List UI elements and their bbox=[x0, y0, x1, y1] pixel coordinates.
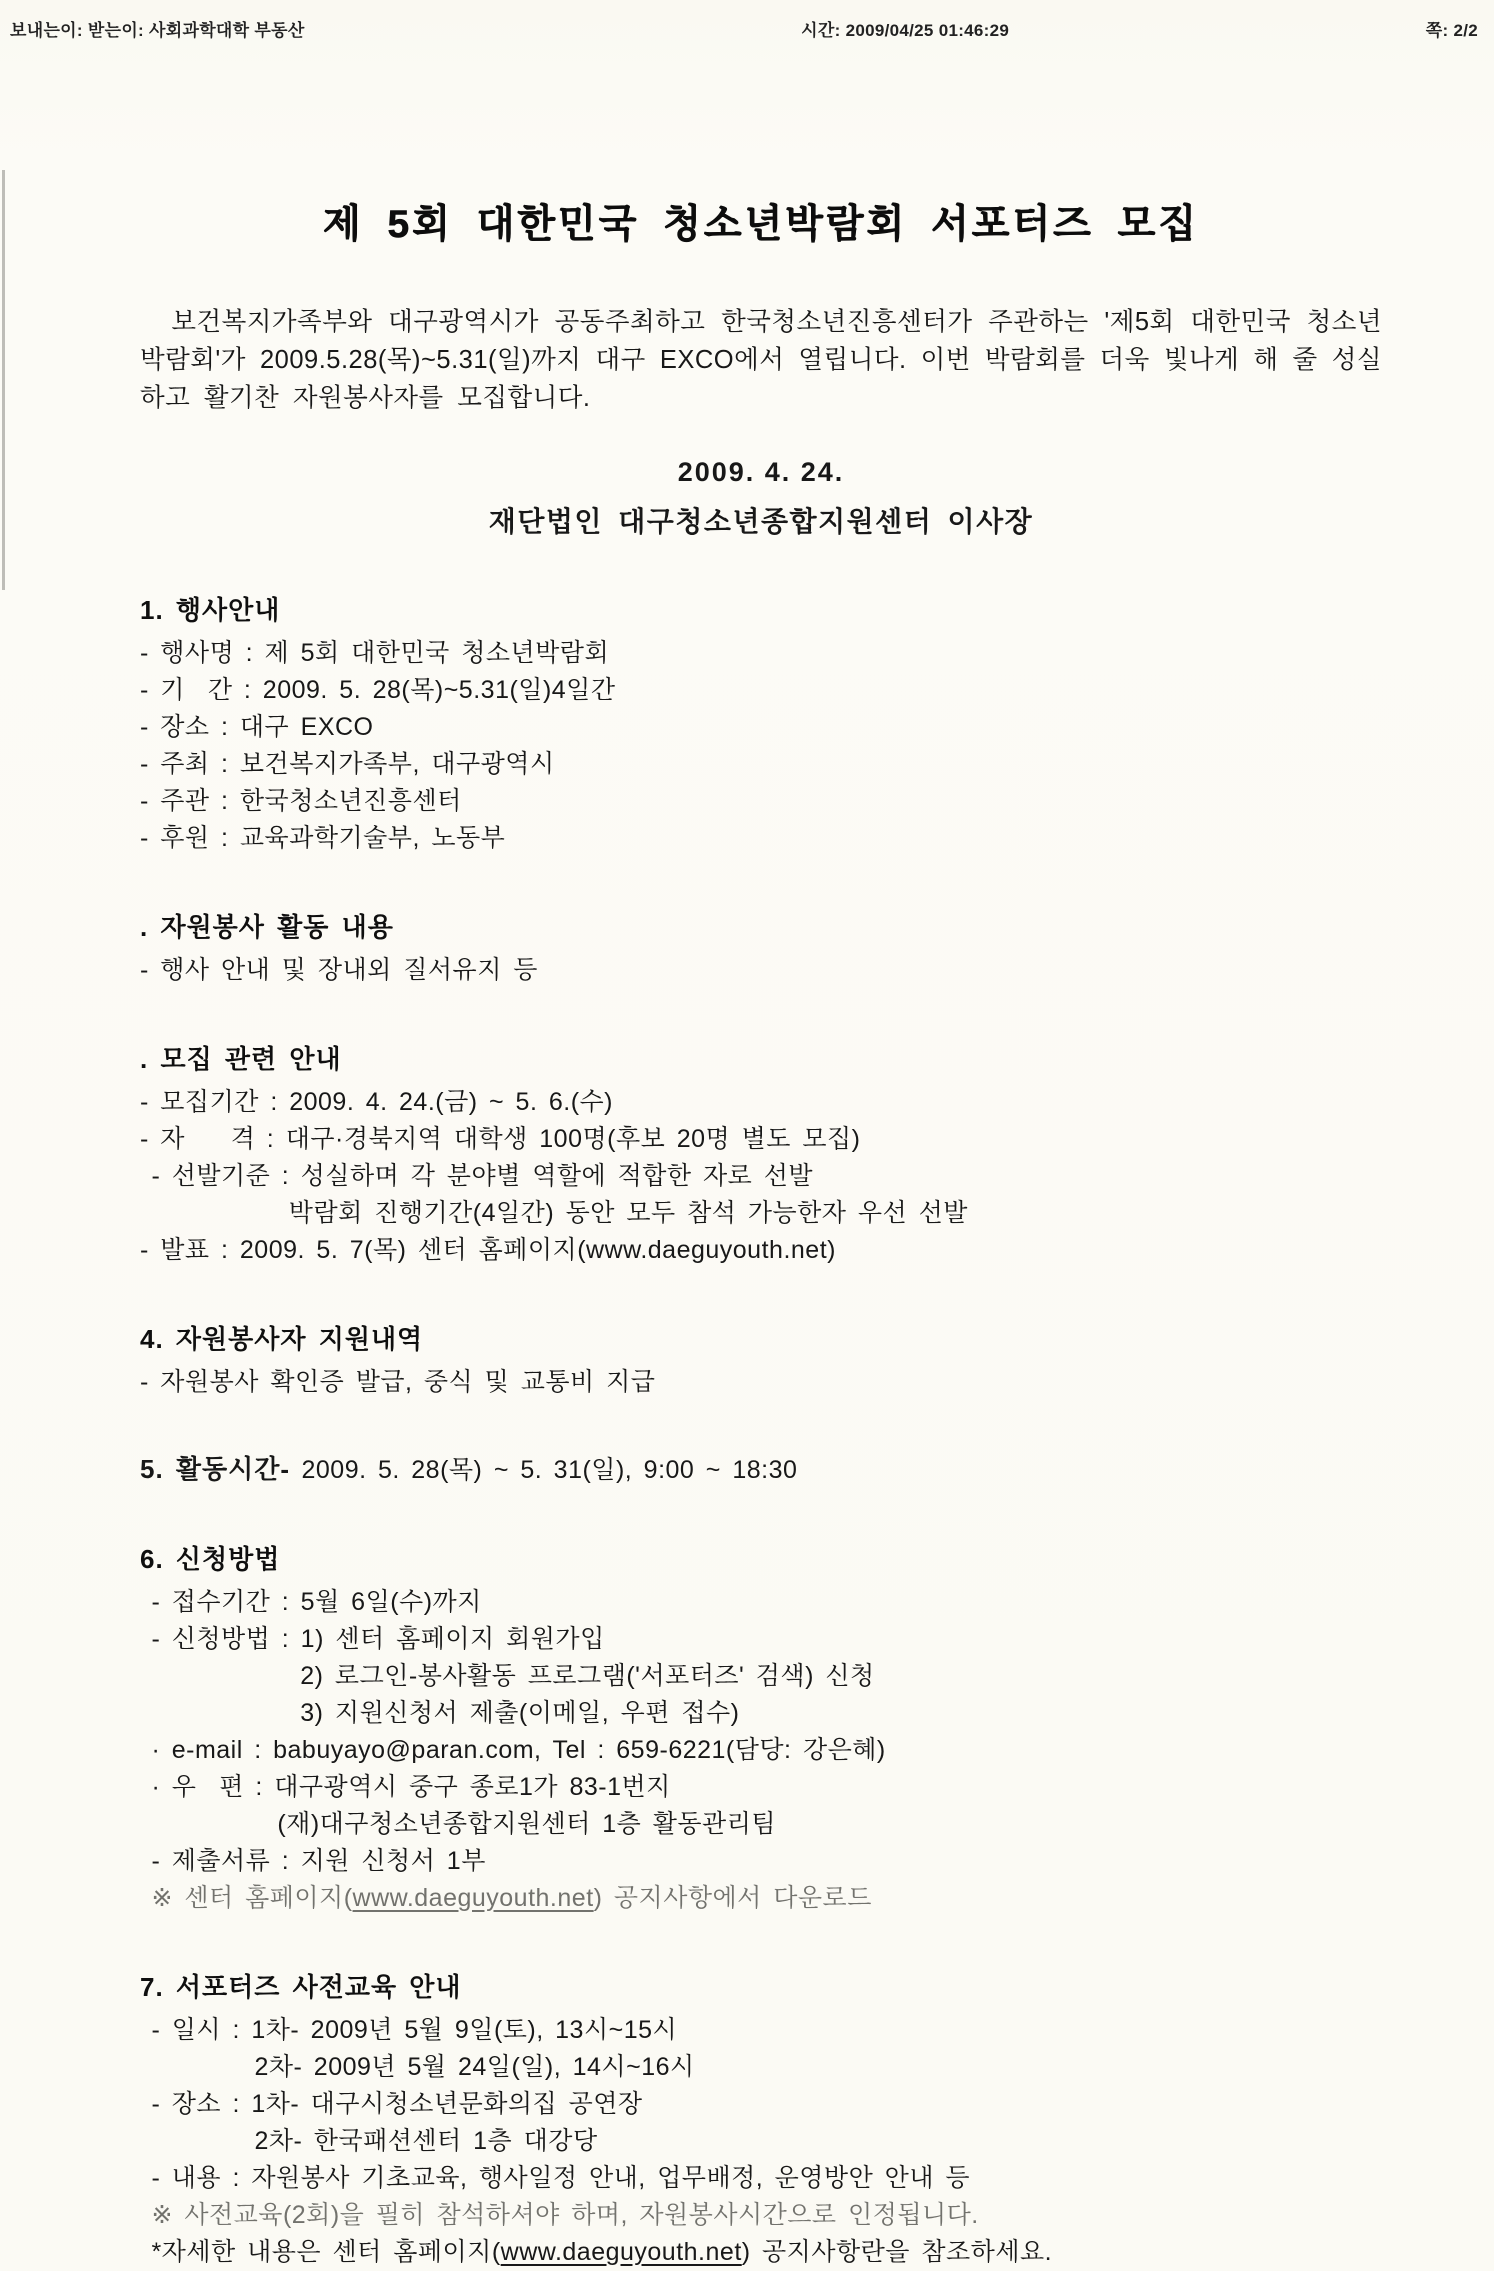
selection-criteria-continuation-line: 박람회 진행기간(4일간) 동안 모두 참석 가능한자 우선 선발 bbox=[140, 1199, 968, 1227]
training-venue-1-line: - 장소 : 1차- 대구시청소년문화의집 공연장 bbox=[140, 2090, 643, 2118]
event-sponsor-line: - 후원 : 교육과학기술부, 노동부 bbox=[140, 824, 506, 852]
training-venue-2-line: 2차- 한국패션센터 1층 대강당 bbox=[140, 2127, 598, 2155]
application-step2-line: 2) 로그인-봉사활동 프로그램('서포터즈' 검색) 신청 bbox=[140, 1662, 875, 1690]
event-period-line: - 기 간 : 2009. 5. 28(목)~5.31(일)4일간 bbox=[140, 676, 616, 704]
recruitment-period-line: - 모집기간 : 2009. 4. 24.(금) ~ 5. 6.(수) bbox=[140, 1088, 614, 1116]
document-body bbox=[0, 193, 1494, 2271]
section-activity-hours bbox=[140, 1451, 1382, 1489]
section-pre-training bbox=[140, 1967, 1382, 2271]
application-step3-line: 3) 지원신청서 제출(이메일, 우편 접수) bbox=[140, 1699, 740, 1727]
footnote-pre: *자세한 내용은 센터 홈페이지( bbox=[140, 2238, 501, 2266]
postal-address-continuation-line: (재)대구청소년종합지원센터 1층 활동관리팀 bbox=[140, 1810, 777, 1838]
section-application-method bbox=[140, 1539, 1382, 1917]
section-event-info-heading: 1. 행사안내 bbox=[140, 595, 281, 625]
selection-criteria-line: - 선발기준 : 성실하며 각 분야별 역할에 적합한 자로 선발 bbox=[140, 1162, 814, 1190]
section-volunteer-support-heading: 4. 자원봉사자 지원내역 bbox=[140, 1324, 424, 1354]
intro-paragraph: 보건복지가족부와 대구광역시가 공동주최하고 한국청소년진흥센터가 주관하는 '제5회 대한민국 청소년박람회'가 2009.5.28(목)~5.31(일)까지 대구 EXCO에서 열립니다. 이번 박람회를 더욱 빛나게 해 줄 성실하고 활기찬 자원봉사자를 모집합니다. bbox=[140, 308, 1382, 412]
announcement-line: - 발표 : 2009. 5. 7(목) 센터 홈페이지(www.daeguyouth.net) bbox=[140, 1236, 836, 1264]
fax-header bbox=[0, 0, 1494, 41]
attendance-note-line: ※ 사전교육(2회)을 필히 참석하셔야 하며, 자원봉사시간으로 인정됩니다. bbox=[140, 2201, 979, 2229]
footnote-post: ) 공지사항란을 참조하세요. bbox=[741, 2238, 1053, 2266]
section-volunteer-activities-heading: . 자원봉사 활동 내용 bbox=[140, 912, 394, 942]
issuing-organization: 재단법인 대구청소년종합지원센터 이사장 bbox=[488, 506, 1034, 537]
footnote-website-url: www.daeguyouth.net bbox=[500, 2238, 742, 2266]
support-details-line: - 자원봉사 확인증 발급, 중식 및 교통비 지급 bbox=[140, 1368, 656, 1396]
postal-address-line: · 우 편 : 대구광역시 중구 종로1가 83-1번지 bbox=[140, 1773, 671, 1801]
required-documents-line: - 제출서류 : 지원 신청서 1부 bbox=[140, 1847, 486, 1875]
application-deadline-line: - 접수기간 : 5월 6일(수)까지 bbox=[140, 1588, 482, 1616]
fax-sender-recipient: 보내는이: 받는이: 사회과학대학 부동산 bbox=[10, 21, 305, 40]
event-name-line: - 행사명 : 제 5회 대한민국 청소년박람회 bbox=[140, 639, 610, 667]
section-event-info bbox=[140, 590, 1382, 857]
event-host-line: - 주최 : 보건복지가족부, 대구광역시 bbox=[140, 750, 555, 778]
document-title: 제 5회 대한민국 청소년박람회 서포터즈 모집 bbox=[323, 203, 1199, 246]
activity-hours-label: 5. 활동시간- bbox=[140, 1454, 291, 1484]
event-venue-line: - 장소 : 대구 EXCO bbox=[140, 713, 374, 741]
training-schedule-2-line: 2차- 2009년 5월 24일(일), 14시~16시 bbox=[140, 2053, 695, 2081]
download-note-post: ) 공지사항에서 다운로드 bbox=[593, 1884, 872, 1912]
download-note-pre: ※ 센터 홈페이지( bbox=[140, 1884, 353, 1912]
activity-hours-line bbox=[140, 1451, 1382, 1489]
training-content-line: - 내용 : 자원봉사 기초교육, 행사일정 안내, 업무배정, 운영방안 안내 등 bbox=[140, 2164, 971, 2192]
section-recruitment-info bbox=[140, 1039, 1382, 1269]
application-step1-line: - 신청방법 : 1) 센터 홈페이지 회원가입 bbox=[140, 1625, 605, 1653]
section-volunteer-support bbox=[140, 1319, 1382, 1401]
scan-edge-artifact bbox=[2, 170, 5, 590]
fax-page-indicator: 쪽: 2/2 bbox=[1425, 21, 1478, 40]
section-recruitment-info-heading: . 모집 관련 안내 bbox=[140, 1044, 342, 1074]
email-contact-line: · e-mail : babuyayo@paran.com, Tel : 659-6221(담당: 강은혜) bbox=[140, 1736, 886, 1764]
section-pre-training-heading: 7. 서포터즈 사전교육 안내 bbox=[140, 1972, 462, 2002]
download-note-line bbox=[140, 1880, 1382, 1917]
training-schedule-1-line: - 일시 : 1차- 2009년 5월 9일(토), 13시~15시 bbox=[140, 2016, 678, 2044]
event-organizer-line: - 주관 : 한국청소년진흥센터 bbox=[140, 787, 462, 815]
fax-timestamp: 시간: 2009/04/25 01:46:29 bbox=[801, 21, 1010, 40]
announcement-date: 2009. 4. 24. bbox=[677, 457, 845, 487]
activity-hours-value: 2009. 5. 28(목) ~ 5. 31(일), 9:00 ~ 18:30 bbox=[290, 1456, 798, 1484]
center-website-url: www.daeguyouth.net bbox=[352, 1884, 594, 1912]
details-footnote-line bbox=[140, 2234, 1382, 2271]
volunteer-activity-line: - 행사 안내 및 장내외 질서유지 등 bbox=[140, 956, 538, 984]
eligibility-line: - 자 격 : 대구·경북지역 대학생 100명(후보 20명 별도 모집) bbox=[140, 1125, 861, 1153]
section-application-method-heading: 6. 신청방법 bbox=[140, 1544, 281, 1574]
section-volunteer-activities bbox=[140, 907, 1382, 989]
